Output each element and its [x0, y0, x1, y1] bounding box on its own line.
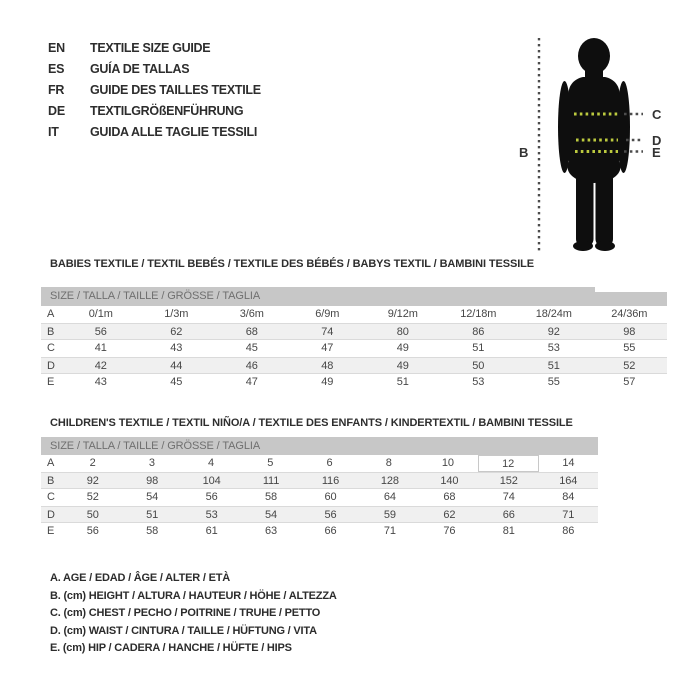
table-cell: 48 [321, 360, 334, 372]
row-label: B [47, 326, 55, 338]
table-cell: 84 [562, 491, 575, 503]
table-cell: 54 [146, 491, 159, 503]
table-cell: 56 [86, 525, 99, 537]
row-label: A [47, 457, 55, 469]
table-cell: 92 [86, 475, 99, 487]
page-title-es: GUÍA DE TALLAS [90, 62, 190, 76]
child-silhouette-figure [495, 20, 695, 265]
babies-size-table [41, 287, 667, 391]
measure-label-e: E [652, 145, 661, 160]
table-cell: 3/6m [239, 308, 264, 320]
table-cell: 116 [321, 475, 340, 487]
measure-label-b: B [519, 145, 529, 160]
table-cell: 92 [547, 326, 560, 338]
table-cell: 8 [385, 457, 392, 469]
page-title: TEXTILE SIZE GUIDE [90, 41, 211, 55]
legend-item-height: B. (cm) HEIGHT / ALTURA / HAUTEUR / HÖHE / ALTEZZA [50, 589, 337, 602]
child-silhouette-svg [495, 20, 695, 265]
table-cell: 81 [502, 525, 515, 537]
table-cell: 68 [443, 491, 456, 503]
table-cell: 111 [262, 475, 280, 487]
table-cell: 12/18m [460, 308, 497, 320]
table-cell: 55 [547, 376, 560, 388]
table-row [41, 357, 667, 374]
table-cell: 53 [205, 509, 218, 521]
table-cell: 44 [170, 360, 183, 372]
table-row [41, 374, 667, 391]
table-cell: 4 [208, 457, 215, 469]
table-cell: 49 [396, 360, 409, 372]
language-code: IT [48, 125, 59, 139]
table-cell: 80 [396, 326, 409, 338]
table-cell: 63 [265, 525, 278, 537]
table-cell: 86 [562, 525, 575, 537]
row-label: E [47, 376, 55, 388]
size-header-label: SIZE / TALLA / TAILLE / GRÖSSE / TAGLIA [50, 440, 261, 452]
table-cell: 66 [502, 509, 515, 521]
table-cell: 6 [326, 457, 333, 469]
size-header-band [41, 287, 667, 306]
table-cell: 53 [472, 376, 485, 388]
legend-item-age: A. AGE / EDAD / ÂGE / ALTER / ETÀ [50, 572, 231, 584]
language-row [48, 59, 261, 80]
table-cell: 57 [623, 376, 636, 388]
table-cell: 58 [146, 525, 159, 537]
language-row [48, 122, 261, 143]
table-cell: 55 [623, 342, 636, 354]
row-label: B [47, 475, 55, 487]
babies-table-title: BABIES TEXTILE / TEXTIL BEBÉS / TEXTILE DES BÉBÉS / BABYS TEXTIL / BAMBINI TESSILE [50, 258, 535, 270]
table-cell: 66 [324, 525, 337, 537]
table-cell: 12 [478, 455, 539, 472]
table-cell: 24/36m [611, 308, 648, 320]
children-table-title: CHILDREN'S TEXTILE / TEXTIL NIÑO/A / TEXTILE DES ENFANTS / KINDERTEXTIL / BAMBINI TESSILE [50, 417, 573, 429]
table-cell: 10 [441, 457, 454, 469]
table-cell: 51 [472, 342, 485, 354]
table-cell: 56 [94, 326, 107, 338]
row-label: D [47, 360, 55, 372]
legend-item-waist: D. (cm) WAIST / CINTURA / TAILLE / HÜFTUNG / VITA [50, 624, 317, 637]
language-row [48, 101, 261, 122]
table-cell: 47 [321, 342, 334, 354]
language-code: ES [48, 62, 65, 76]
table-cell: 51 [547, 360, 560, 372]
table-row [41, 472, 598, 489]
size-header-band [41, 437, 598, 455]
table-cell: 59 [383, 509, 396, 521]
table-cell: 54 [265, 509, 278, 521]
table-cell: 98 [623, 326, 636, 338]
table-cell: 3 [148, 457, 155, 469]
table-cell: 14 [562, 457, 575, 469]
table-cell: 45 [245, 342, 258, 354]
band-notch [595, 287, 667, 292]
table-cell: 50 [86, 509, 99, 521]
table-cell: 51 [146, 509, 159, 521]
table-cell: 41 [94, 342, 107, 354]
table-cell: 18/24m [535, 308, 572, 320]
table-row [41, 489, 598, 506]
table-cell: 152 [499, 475, 518, 487]
language-row [48, 38, 261, 59]
table-cell: 56 [205, 491, 218, 503]
legend-item-hip: E. (cm) HIP / CADERA / HANCHE / HÜFTE / HIPS [50, 642, 292, 654]
table-cell: 2 [89, 457, 96, 469]
table-cell: 104 [202, 475, 221, 487]
table-cell: 9/12m [387, 308, 418, 320]
language-code: EN [48, 41, 65, 55]
table-cell: 64 [383, 491, 396, 503]
table-cell: 86 [472, 326, 485, 338]
measure-label-d: D [652, 133, 662, 148]
table-cell: 52 [623, 360, 636, 372]
table-cell: 43 [94, 376, 107, 388]
page-title-fr: GUIDE DES TAILLES TEXTILE [90, 83, 261, 97]
table-cell: 68 [245, 326, 258, 338]
row-label: C [47, 491, 55, 503]
table-cell: 74 [502, 491, 515, 503]
row-label: A [47, 308, 55, 320]
page-title-de: TEXTILGRÖßENFÜHRUNG [90, 104, 244, 118]
table-cell: 74 [321, 326, 334, 338]
table-cell: 43 [170, 342, 183, 354]
children-table-rows [41, 455, 598, 540]
table-cell: 71 [383, 525, 396, 537]
table-cell: 6/9m [315, 308, 340, 320]
measurement-legend [50, 570, 337, 658]
table-row [41, 455, 598, 472]
table-row [41, 323, 667, 340]
table-cell: 5 [267, 457, 274, 469]
row-label: D [47, 509, 55, 521]
table-row [41, 306, 667, 323]
page-title-it: GUIDA ALLE TAGLIE TESSILI [90, 125, 258, 139]
table-cell: 52 [86, 491, 99, 503]
table-cell: 140 [440, 475, 459, 487]
table-row [41, 506, 598, 523]
measure-label-c: C [652, 107, 662, 122]
table-cell: 49 [396, 342, 409, 354]
table-cell: 51 [396, 376, 409, 388]
table-cell: 42 [94, 360, 107, 372]
legend-item-chest: C. (cm) CHEST / PECHO / POITRINE / TRUHE / PETTO [50, 607, 321, 619]
babies-table-rows [41, 306, 667, 391]
language-code: DE [48, 104, 65, 118]
table-cell: 58 [265, 491, 278, 503]
table-cell: 49 [321, 376, 334, 388]
row-label: C [47, 342, 55, 354]
table-cell: 62 [170, 326, 183, 338]
table-cell: 62 [443, 509, 456, 521]
table-cell: 56 [324, 509, 337, 521]
language-code: FR [48, 83, 65, 97]
table-cell: 45 [170, 376, 183, 388]
table-cell: 53 [547, 342, 560, 354]
table-cell: 0/1m [88, 308, 113, 320]
language-title-list [48, 38, 261, 143]
table-row [41, 340, 667, 357]
table-cell: 60 [324, 491, 337, 503]
table-cell: 76 [443, 525, 456, 537]
table-cell: 71 [562, 509, 575, 521]
table-cell: 164 [559, 475, 578, 487]
silhouette-shape [558, 38, 630, 251]
size-header-label: SIZE / TALLA / TAILLE / GRÖSSE / TAGLIA [50, 290, 261, 302]
table-cell: 50 [472, 360, 485, 372]
language-row [48, 80, 261, 101]
table-cell: 1/3m [164, 308, 189, 320]
table-cell: 128 [380, 475, 399, 487]
table-row [41, 523, 598, 540]
table-cell: 61 [205, 525, 218, 537]
table-cell: 47 [245, 376, 258, 388]
children-size-table [41, 437, 598, 540]
table-cell: 98 [146, 475, 159, 487]
table-cell: 46 [245, 360, 258, 372]
row-label: E [47, 525, 55, 537]
